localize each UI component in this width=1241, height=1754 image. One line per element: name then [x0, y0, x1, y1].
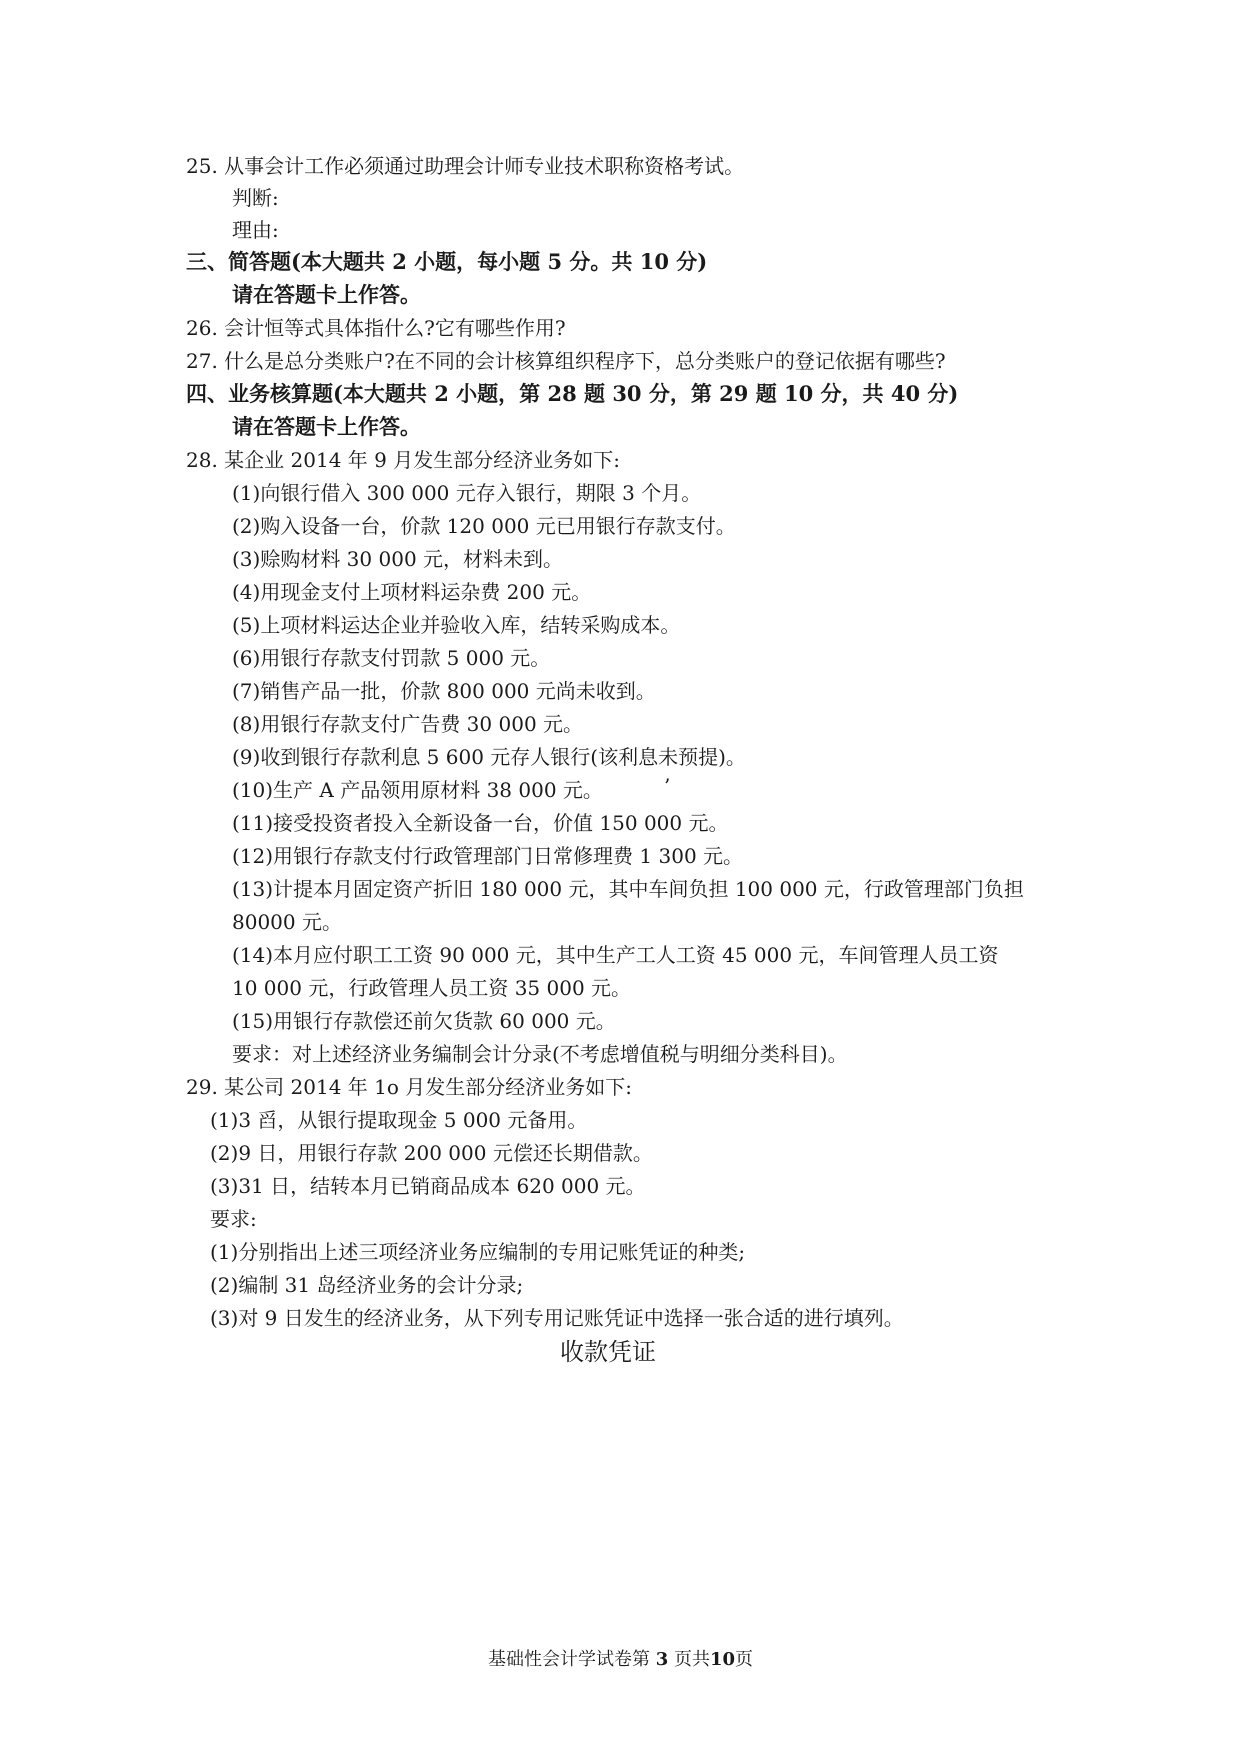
list-item: (3)对 9 日发生的经济业务，从下列专用记账凭证中选择一张合适的进行填列。: [210, 1306, 904, 1330]
voucher-title: 收款凭证: [560, 1338, 656, 1366]
list-item: (11)接受投资者投入全新设备一台，价值 150 000 元。: [232, 811, 729, 835]
question-26: 26. 会计恒等式具体指什么?它有哪些作用?: [186, 316, 566, 340]
page-footer: [0, 1646, 1241, 1674]
footer-prefix: 基础性会计学试卷第: [487, 1649, 650, 1670]
list-item: (1)3 舀，从银行提取现金 5 000 元备用。: [210, 1108, 588, 1132]
list-item: (15)用银行存款偿还前欠货款 60 000 元。: [232, 1009, 616, 1033]
list-item: (13)计提本月固定资产折旧 180 000 元，其中车间负担 100 000 元，行政管理部门负担: [232, 877, 1024, 901]
footer-page-number: 3: [655, 1649, 669, 1670]
list-item: (9)收到银行存款利息 5 600 元存人银行(该利息未预提)。: [232, 745, 746, 769]
list-item: (14)本月应付职工工资 90 000 元，其中生产工人工资 45 000 元，车间管理人员工资: [232, 943, 999, 967]
list-item: (5)上项材料运达企业并验收入库，结转采购成本。: [232, 613, 681, 637]
list-item: (1)分别指出上述三项经济业务应编制的专用记账凭证的种类;: [210, 1240, 746, 1264]
question-29-requirement-label: 要求:: [210, 1207, 257, 1231]
footer-middle: 页共: [673, 1649, 710, 1670]
section-4-heading: 四、业务核算题(本大题共 2 小题，第 28 题 30 分，第 29 题 10 分，共 40 分): [186, 381, 959, 406]
question-28-intro: 28. 某企业 2014 年 9 月发生部分经济业务如下:: [186, 448, 620, 472]
list-item: (6)用银行存款支付罚款 5 000 元。: [232, 646, 551, 670]
list-item: (1)向银行借入 300 000 元存入银行，期限 3 个月。: [232, 481, 702, 505]
footer-suffix: 页: [735, 1649, 754, 1670]
list-item: (8)用银行存款支付广告费 30 000 元。: [232, 712, 584, 736]
list-item: (2)编制 31 岛经济业务的会计分录;: [210, 1273, 524, 1297]
question-25-judge-label: 判断:: [232, 186, 279, 210]
stray-mark: ’: [664, 774, 671, 798]
question-25-reason-label: 理由:: [232, 218, 279, 242]
footer-total-pages: 10: [709, 1649, 736, 1670]
list-item-continuation: 80000 元。: [232, 910, 342, 934]
list-item: (12)用银行存款支付行政管理部门日常修理费 1 300 元。: [232, 844, 744, 868]
list-item: (10)生产 A 产品领用原材料 38 000 元。: [232, 778, 603, 802]
list-item: (7)销售产品一批，价款 800 000 元尚未收到。: [232, 679, 656, 703]
question-28-requirement: 要求：对上述经济业务编制会计分录(不考虑增值税与明细分类科目)。: [232, 1042, 848, 1066]
list-item: (4)用现金支付上项材料运杂费 200 元。: [232, 580, 592, 604]
section-3-heading: 三、简答题(本大题共 2 小题，每小题 5 分。共 10 分): [186, 249, 708, 274]
list-item: (3)31 日，结转本月已销商品成本 620 000 元。: [210, 1174, 646, 1198]
list-item: (3)赊购材料 30 000 元，材料未到。: [232, 547, 564, 571]
question-29-intro: 29. 某公司 2014 年 1o 月发生部分经济业务如下:: [186, 1075, 632, 1099]
question-27: 27. 什么是总分类账户?在不同的会计核算组织程序下，总分类账户的登记依据有哪些?: [186, 349, 946, 373]
section-4-instruction: 请在答题卡上作答。: [232, 414, 421, 439]
list-item: (2)9 日，用银行存款 200 000 元偿还长期借款。: [210, 1141, 653, 1165]
section-3-instruction: 请在答题卡上作答。: [232, 282, 421, 307]
question-25: 25. 从事会计工作必须通过助理会计师专业技术职称资格考试。: [186, 154, 745, 178]
list-item-continuation: 10 000 元，行政管理人员工资 35 000 元。: [232, 976, 632, 1000]
list-item: (2)购入设备一台，价款 120 000 元已用银行存款支付。: [232, 514, 736, 538]
